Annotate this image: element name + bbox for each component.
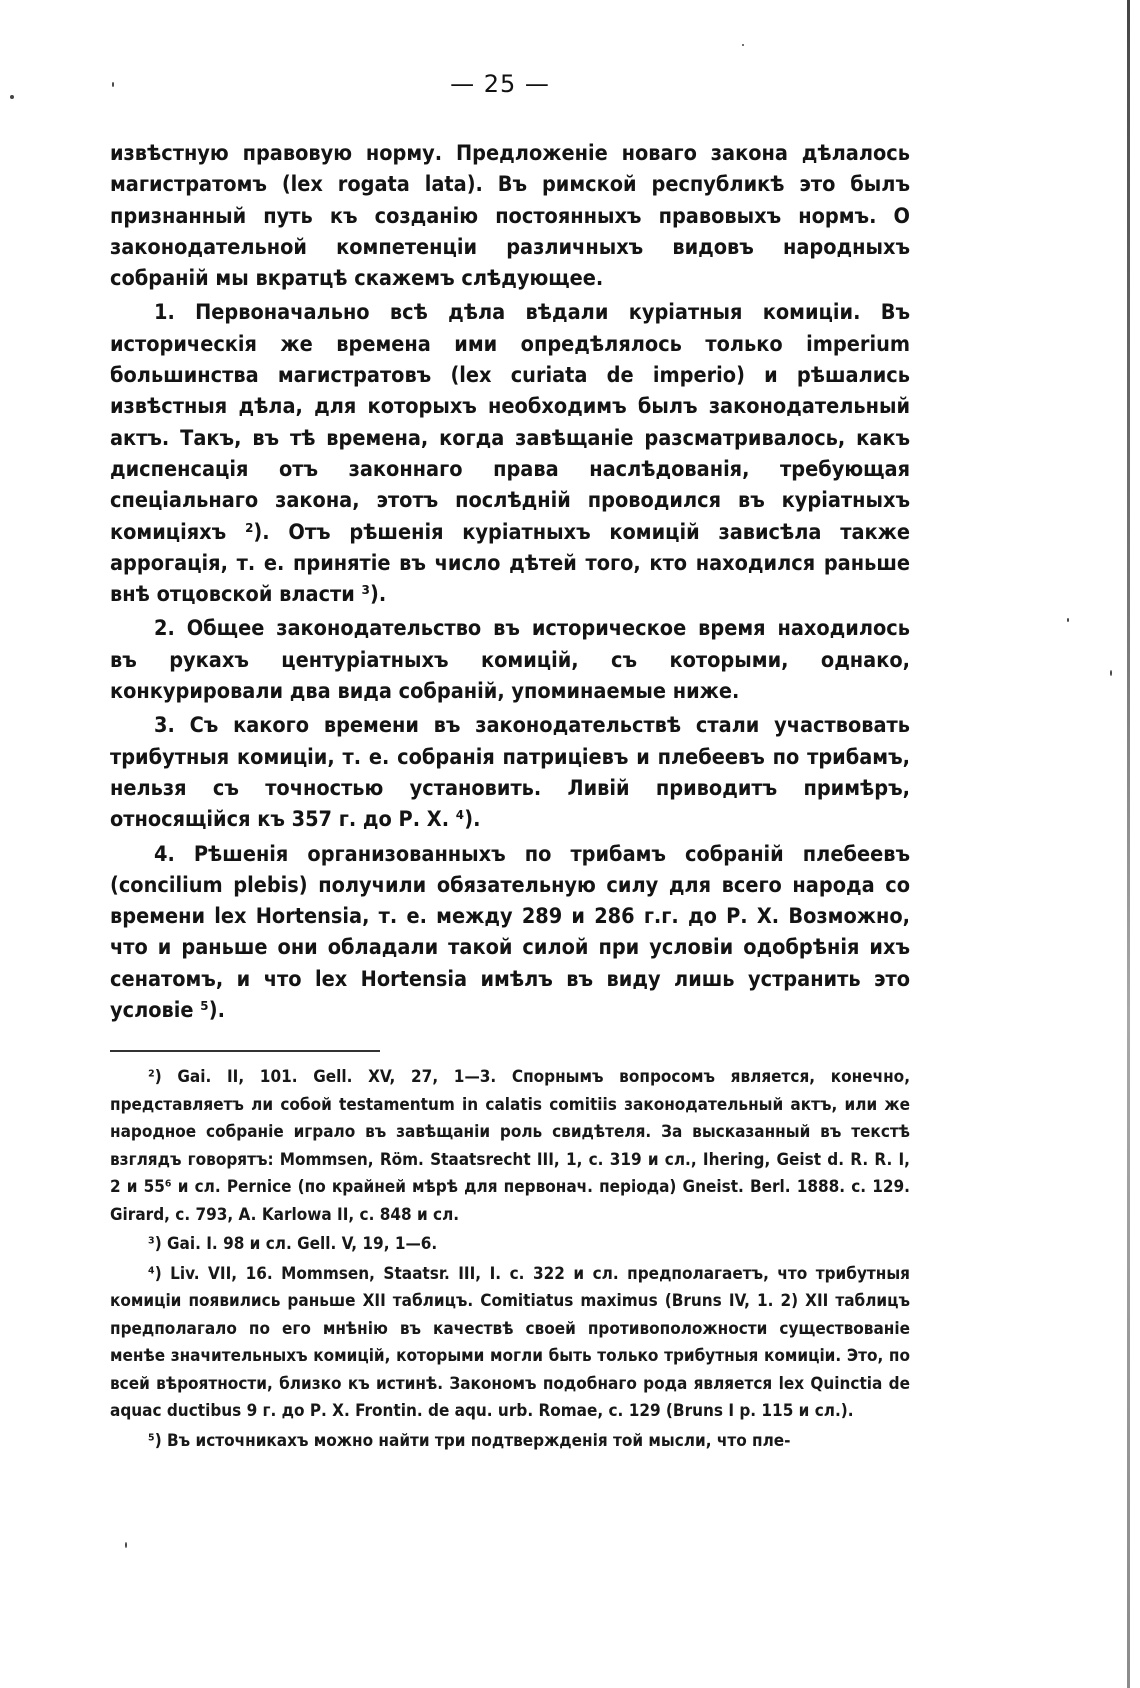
scan-speck [112, 82, 114, 87]
footnote-2: ²) Gai. II, 101. Gell. XV, 27, 1—3. Спорнымъ вопросомъ является, конечно, представляетъ ли собой testamentum in calatis comitiis законодательный актъ, или же народное собраніе играло въ завѣщаніи роль свидѣтеля. За высказанный въ текстѣ взглядъ говорятъ: Mommsen, Röm. Staatsrecht III, 1, с. 319 и сл., Ihering, Geist d. R. R. I, 2 и 55⁶ и сл. Pernice (по крайней мѣрѣ для первонач. періода) Gneist. Berl. 1888. с. 129. Girard, с. 793, A. Karlowa II, с. 848 и сл. [110, 1067, 910, 1225]
scan-speck [1110, 670, 1112, 676]
paragraph-4-plebs: 4. Рѣшенія организованныхъ по трибамъ собраній плебеевъ (concilium plebis) получили обязательную силу для всего народа со времени lex Hortensia, т. е. между 289 и 286 г.г. до Р. Х. Возможно, что и раньше они обладали такой силой при условіи одобрѣнія ихъ сенатомъ, и что lex Hortensia имѣлъ въ виду лишь устранить это условіе ⁵). [110, 841, 910, 1024]
scan-speck [742, 44, 744, 46]
paragraph-3-tribute: 3. Съ какого времени въ законодательствѣ стали участвовать трибутныя комиціи, т. е. собранія патриціевъ и плебеевъ по трибамъ, нельзя съ точностью установить. Ливій приводитъ примѣръ, относящійся къ 357 г. до Р. Х. ⁴). [110, 713, 910, 833]
scan-speck [125, 1542, 127, 1548]
scan-speck [1067, 618, 1069, 622]
footnote-5: ⁵) Въ источникахъ можно найти три подтвержденія той мысли, что пле- [148, 1430, 791, 1451]
scan-speck [10, 95, 14, 99]
footnote-4: ⁴) Liv. VII, 16. Mommsen, Staatsr. III, I. с. 322 и сл. предполагаетъ, что трибутныя комиціи появились раньше XII таблицъ. Comitiatus maximus (Bruns IV, 1. 2) XII таблицъ предполагало по его мнѣнію въ качествѣ своей противоположности существованіе менѣе значительныхъ комицій, которыми могли быть только трибутныя комиціи. Это, по всей вѣроятности, близко къ истинѣ. Закономъ подобнаго рода является lex Quinctia de aquac ductibus 9 г. до Р. Х. Frontin. de aqu. urb. Romae, с. 129 (Bruns I p. 115 и сл.). [110, 1263, 910, 1421]
footnote-separator [110, 1050, 380, 1052]
footnote-3: ³) Gai. I. 98 и сл. Gell. V, 19, 1—6. [148, 1234, 438, 1254]
scan-edge-shadow [1127, 0, 1130, 1688]
page-number: — 25 — [450, 70, 550, 98]
footnotes [110, 1064, 910, 1457]
main-text [110, 138, 910, 1029]
paragraph-1-curiate: 1. Первоначально всѣ дѣла вѣдали куріатныя комиціи. Въ историческія же времена ими опредѣлялось только imperium большинства магистратовъ (lex curiata de imperio) и рѣшались извѣстныя дѣла, для которыхъ необходимъ былъ законодательный актъ. Такъ, въ тѣ времена, когда завѣщаніе разсматривалось, какъ диспенсація отъ законнаго права наслѣдованія, требующая спеціальнаго закона, этотъ послѣдній проводился въ куріатныхъ комиціяхъ ²). Отъ рѣшенія куріатныхъ комицій зависѣла также аррогація, т. е. принятіе въ число дѣтей того, кто находился раньше внѣ отцовской власти ³). [110, 300, 910, 608]
paragraph-2-centuriate: 2. Общее законодательство въ историческое время находилось въ рукахъ центуріатныхъ комицій, съ которыми, однако, конкурировали два вида собраній, упоминаемые ниже. [110, 616, 910, 705]
paragraph-intro: извѣстную правовую норму. Предложеніе новаго закона дѣлалось магистратомъ (lex rogata lata). Въ римской республикѣ это былъ признанный путь къ созданію постоянныхъ правовыхъ нормъ. О законодательной компетенціи различныхъ видовъ народныхъ собраній мы вкратцѣ скажемъ слѣдующее. [110, 141, 910, 292]
